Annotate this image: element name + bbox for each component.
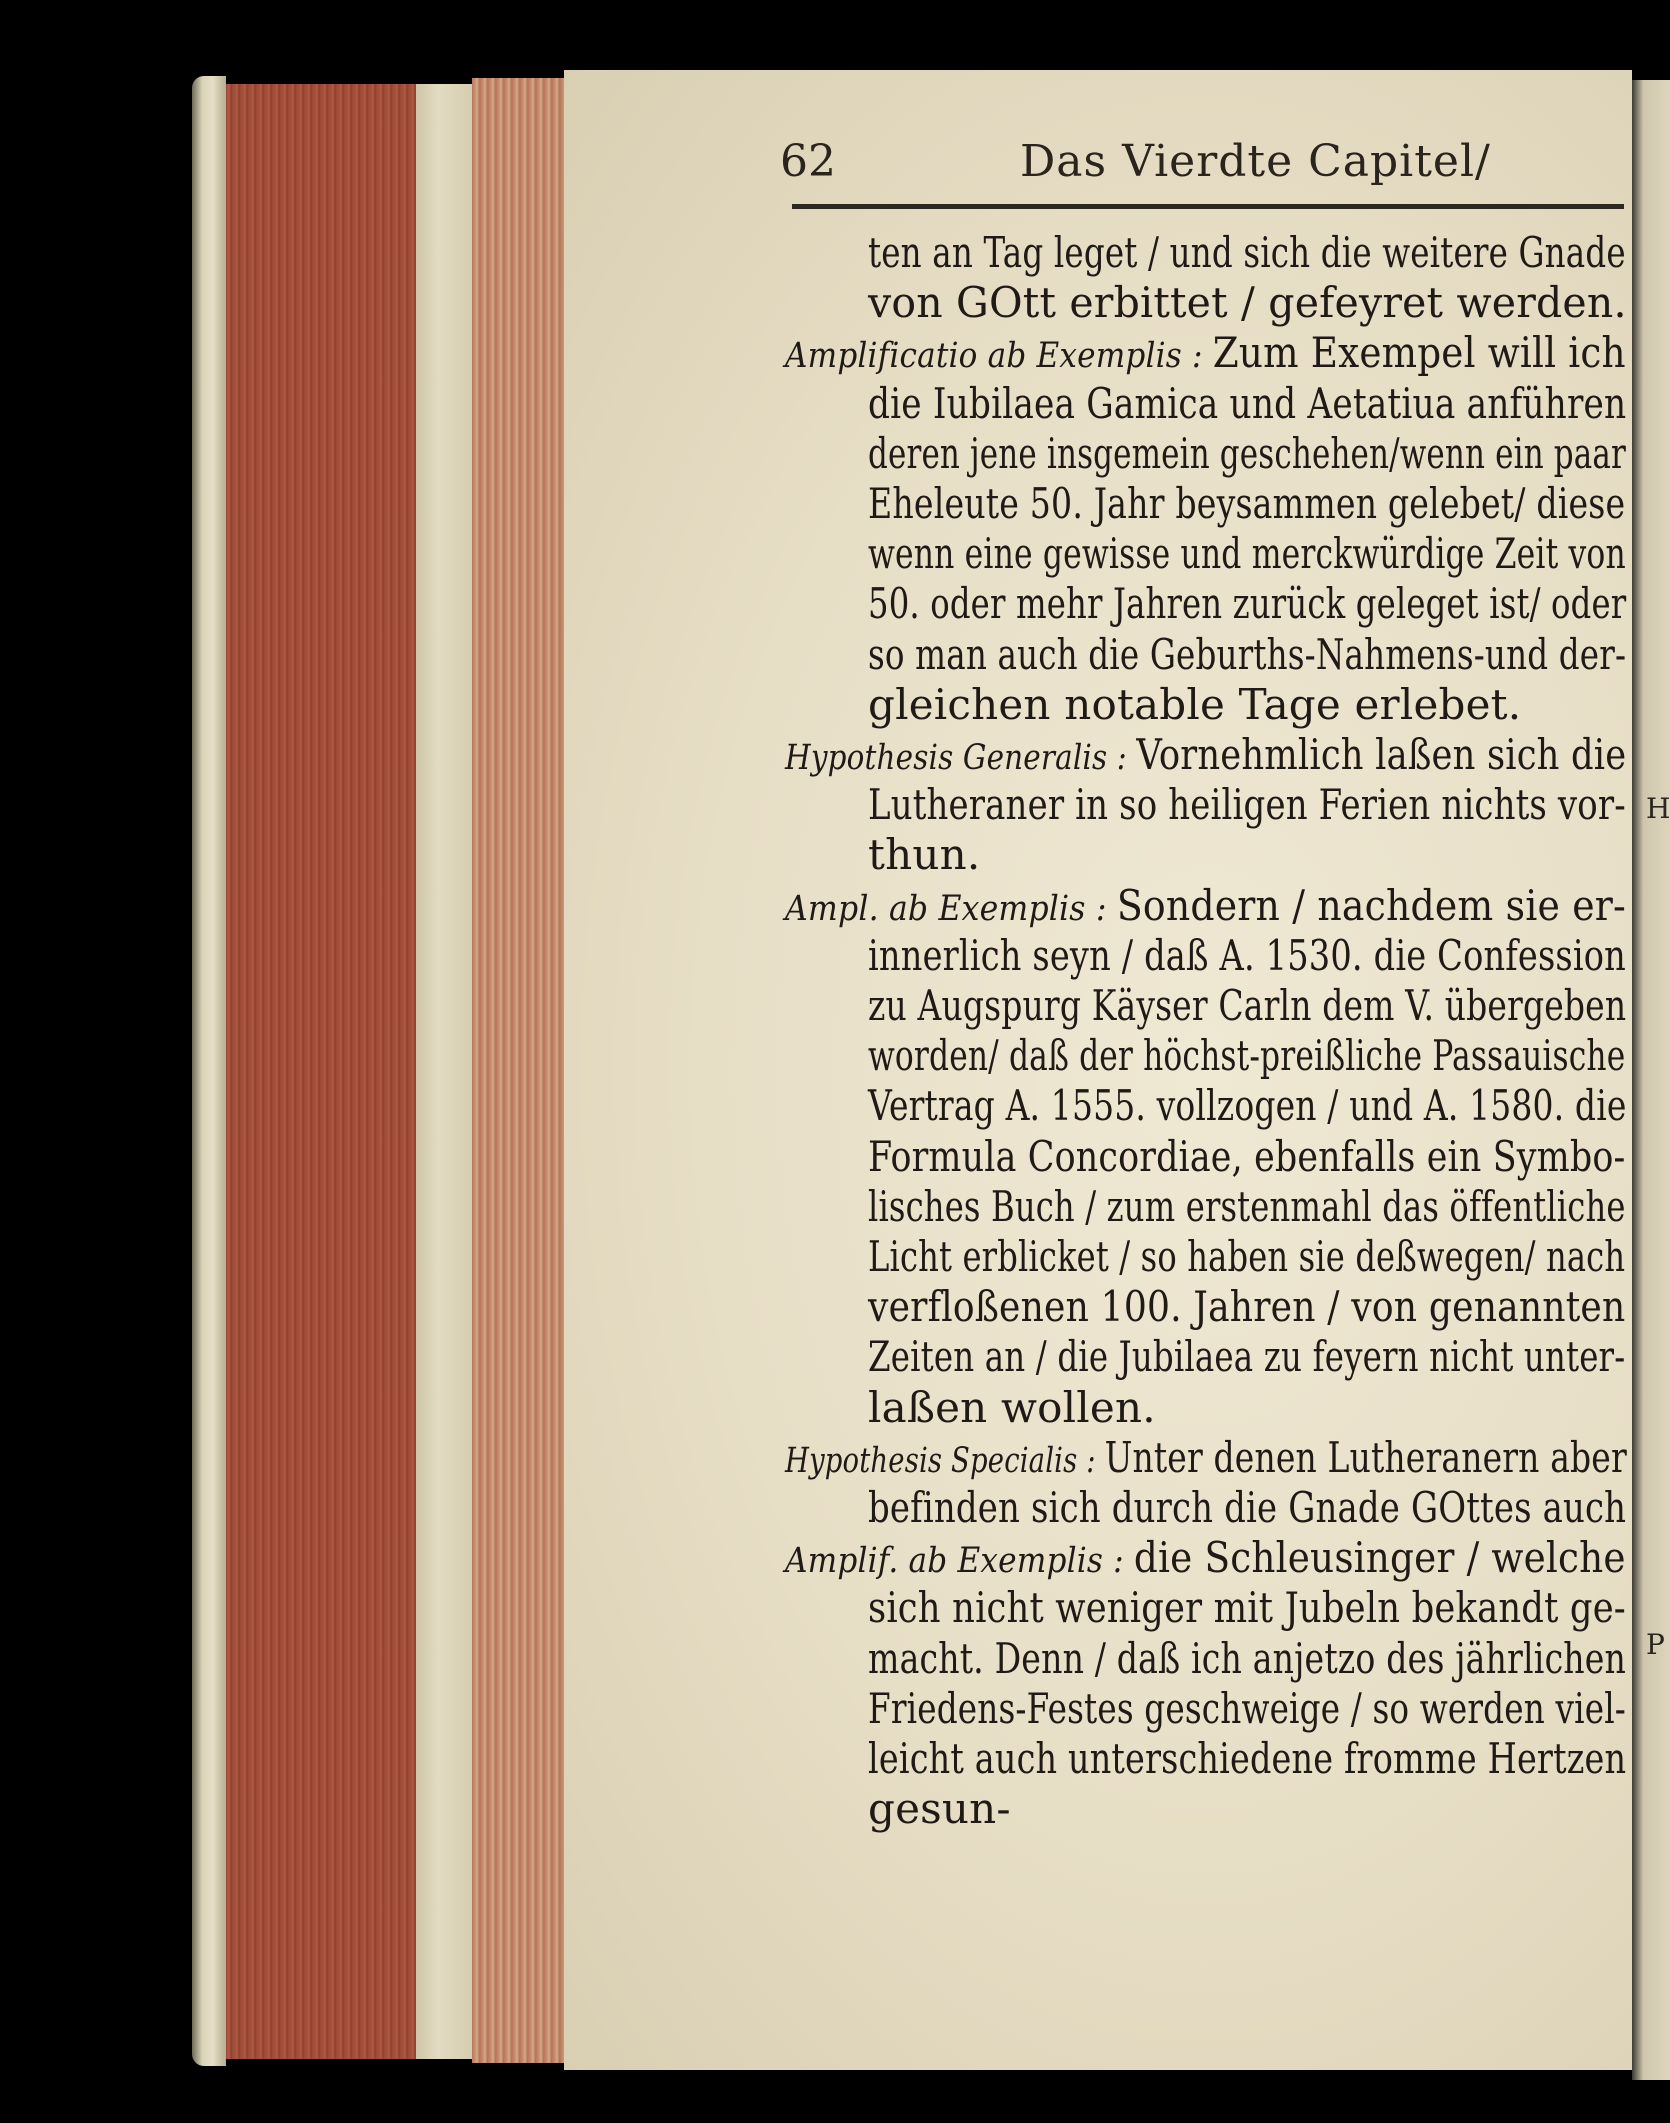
text-line <box>785 1433 1627 1486</box>
text-line <box>868 1583 1626 1633</box>
line-text: von GOtt erbittet / gefeyret werden. <box>868 278 1627 328</box>
running-title: Das Vierdte Capitel/ <box>1020 136 1491 187</box>
text-line <box>868 1784 1011 1834</box>
line-text: Vornehmlich laßen sich die <box>1136 730 1627 779</box>
line-text: verfloßenen 100. Jahren / von genannten <box>868 1282 1626 1332</box>
line-text: worden/ daß der höchst-preißliche Passauische <box>868 1031 1626 1081</box>
line-text: gleichen notable Tage erlebet. <box>868 679 1522 729</box>
text-line <box>868 1684 1626 1734</box>
line-text: laßen wollen. <box>868 1382 1156 1432</box>
text-line <box>785 1533 1626 1586</box>
line-text: macht. Denn / daß ich anjetzo des jährlichen <box>868 1633 1627 1683</box>
line-text: 50. oder mehr Jahren zurück geleget ist/ oder <box>868 579 1627 629</box>
text-line <box>868 981 1626 1031</box>
line-text: wenn eine gewisse und merckwürdige Zeit von <box>868 529 1626 579</box>
next-page-sliver <box>1632 80 1670 2080</box>
line-text: die Schleusinger / welche <box>1133 1533 1626 1583</box>
line-text: zu Augspurg Käyser Carln dem V. übergeben <box>868 981 1627 1030</box>
margin-label: Hypothesis Generalis : <box>785 738 1137 778</box>
page-number: 62 <box>780 136 836 187</box>
page-header <box>780 136 1620 196</box>
text-line <box>868 1383 1156 1433</box>
text-line <box>868 1282 1625 1332</box>
text-line <box>868 479 1625 529</box>
text-line <box>868 228 1626 278</box>
line-text: sich nicht weniger mit Jubeln bekandt ge- <box>868 1583 1626 1633</box>
left-page-block-light <box>416 84 472 2059</box>
line-text: Unter denen Lutheranern aber <box>1104 1432 1627 1482</box>
text-line <box>868 529 1626 579</box>
line-text: thun. <box>868 830 981 880</box>
line-text: die Iubilaea Gamica und Aetatiua anführen <box>868 378 1627 428</box>
text-line <box>868 931 1626 981</box>
line-text: Vertrag A. 1555. vollzogen / und A. 1580. die <box>868 1081 1627 1131</box>
next-page-fragment: P <box>1646 1628 1665 1661</box>
text-line <box>868 780 1626 830</box>
text-line <box>785 328 1626 381</box>
line-text: innerlich seyn / daß A. 1530. die Confession <box>868 930 1627 980</box>
line-text: so man auch die Geburths-Nahmens-und der- <box>868 629 1627 679</box>
text-line <box>785 881 1626 934</box>
line-text: Lutheraner in so heiligen Ferien nichts vor- <box>868 780 1626 830</box>
margin-label: Ampl. ab Exemplis : <box>785 888 1117 929</box>
line-text: Licht erblicket / so haben sie deßwegen/ nach <box>868 1232 1626 1281</box>
text-line <box>868 379 1626 429</box>
text-line <box>868 680 1521 730</box>
text-line <box>868 1734 1626 1784</box>
line-text: ten an Tag leget / und sich die weitere Gnade <box>868 228 1626 277</box>
book-cover-edge <box>192 76 226 2066</box>
text-line <box>868 1232 1625 1282</box>
line-text: Zum Exempel will ich <box>1212 328 1626 378</box>
text-line <box>868 1483 1626 1533</box>
line-text: Sondern / nachdem sie er- <box>1116 880 1626 930</box>
text-line <box>868 1081 1627 1131</box>
line-text: Formula Concordiae, ebenfalls ein Symbo- <box>868 1131 1626 1181</box>
text-line <box>868 1332 1625 1382</box>
text-line <box>868 579 1626 629</box>
text-line <box>868 429 1626 479</box>
line-text: deren jene insgemein geschehen/wenn ein paar <box>868 428 1627 478</box>
line-text: gesun- <box>868 1784 1011 1834</box>
text-line <box>868 1031 1625 1081</box>
margin-label: Amplificatio ab Exemplis : <box>785 336 1213 377</box>
margin-label: Amplif. ab Exemplis : <box>785 1541 1134 1582</box>
line-text: lisches Buch / zum erstenmahl das öffentliche <box>868 1181 1626 1231</box>
page-gutter <box>472 78 564 2063</box>
margin-label: Hypothesis Specialis : <box>785 1440 1105 1481</box>
header-rule <box>792 204 1624 209</box>
left-page-block <box>226 84 416 2059</box>
line-text: Eheleute 50. Jahr beysammen gelebet/ diese <box>868 479 1626 528</box>
text-line <box>868 278 1627 328</box>
next-page-fragment: H <box>1646 792 1670 825</box>
line-text: leicht auch unterschiedene fromme Hertzen <box>868 1734 1627 1783</box>
text-line <box>785 730 1626 783</box>
text-line <box>868 1182 1626 1232</box>
text-line <box>868 1132 1625 1182</box>
line-text: Zeiten an / die Jubilaea zu feyern nicht unter- <box>868 1332 1626 1382</box>
text-line <box>868 630 1626 680</box>
text-line <box>868 830 980 880</box>
line-text: Friedens-Festes geschweige / so werden viel- <box>868 1683 1627 1733</box>
text-line <box>868 1634 1626 1684</box>
line-text: befinden sich durch die Gnade GOttes auch <box>868 1483 1627 1532</box>
